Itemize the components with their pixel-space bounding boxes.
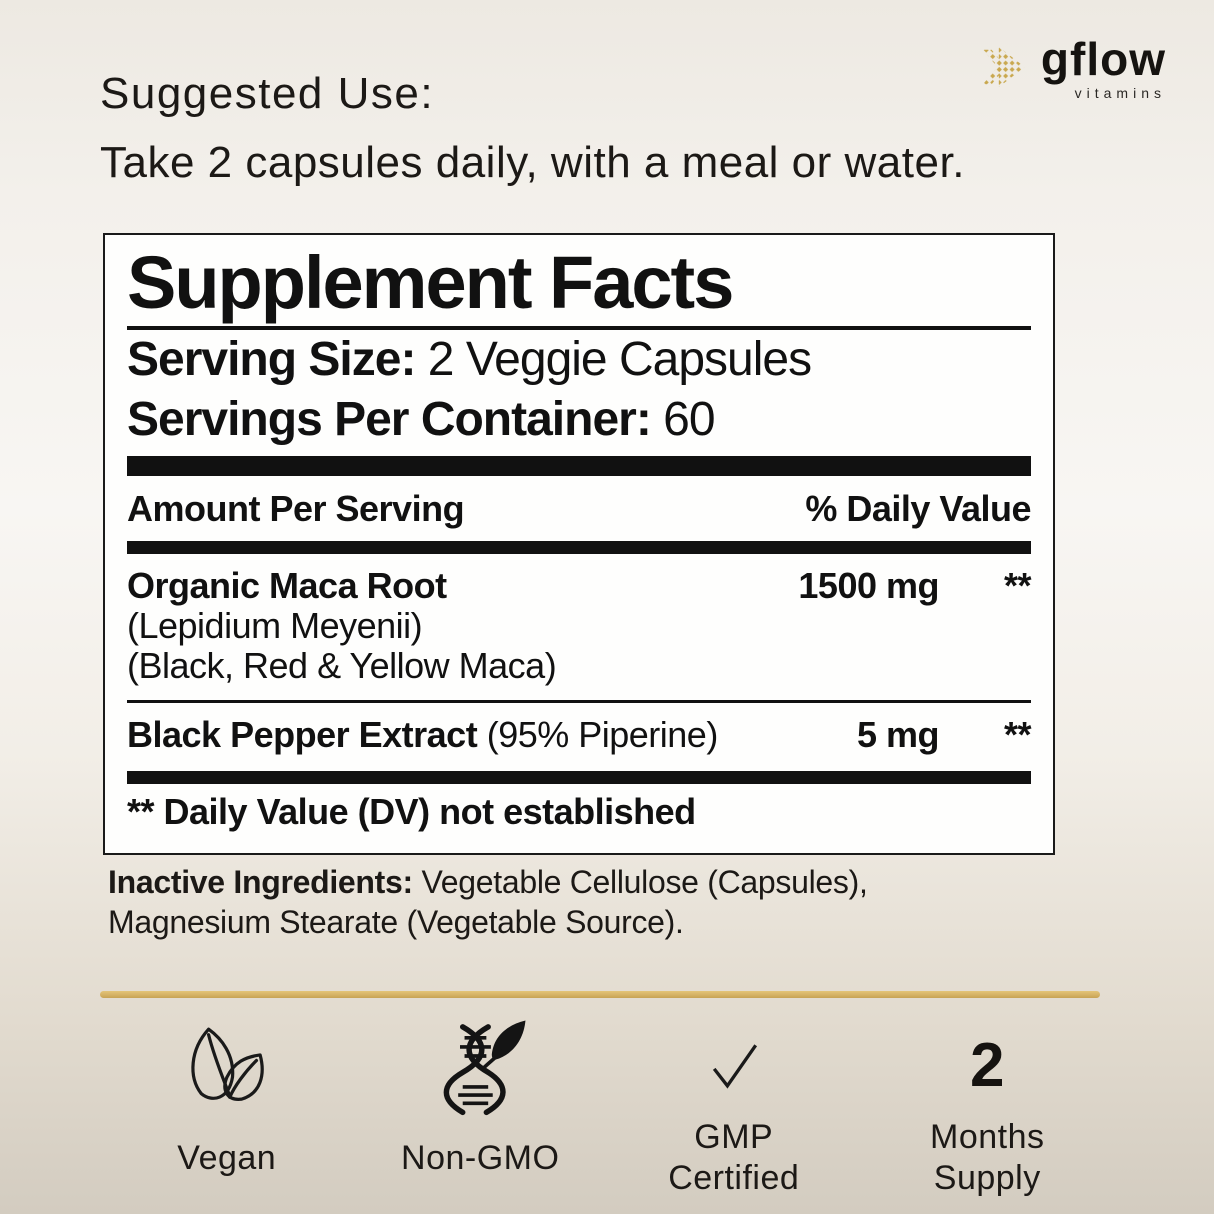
badge-label-line: Certified xyxy=(668,1159,800,1197)
separator-rule-thin xyxy=(127,700,1031,703)
inactive-ingredients xyxy=(108,862,1028,943)
nutrient-note: (95% Piperine) xyxy=(486,713,718,755)
inactive-ingredients-line2: Magnesium Stearate (Vegetable Source). xyxy=(108,904,684,941)
suggested-use-text: Take 2 capsules daily, with a meal or water. xyxy=(100,138,965,188)
serving-size-value: 2 Veggie Capsules xyxy=(427,332,812,386)
badge-non-gmo xyxy=(354,1018,608,1202)
nutrient-daily-value: ** xyxy=(1003,564,1031,606)
amount-per-serving-header: Amount Per Serving xyxy=(127,487,465,529)
nutrient-name: Organic Maca Root xyxy=(127,564,447,606)
badge-vegan xyxy=(100,1018,354,1202)
badge-months-supply xyxy=(861,1018,1115,1202)
brand-name: gflow xyxy=(1040,33,1166,85)
separator-bar-thick xyxy=(127,456,1031,476)
badge-label-line: Months xyxy=(930,1118,1045,1157)
daily-value-footnote: ** Daily Value (DV) not established xyxy=(127,790,696,832)
non-gmo-dna-leaf-icon xyxy=(430,1016,530,1116)
separator-bar-medium xyxy=(127,771,1031,784)
badge-label-line: Vegan xyxy=(177,1138,277,1177)
brand-chevrons-icon xyxy=(983,42,1029,92)
servings-label: Servings Per Container: xyxy=(127,392,651,446)
nutrient-row-black-pepper xyxy=(127,715,1031,755)
gmp-checkmark-icon xyxy=(701,1033,767,1099)
badge-label-line: GMP xyxy=(694,1118,774,1157)
serving-size-line xyxy=(127,330,1031,390)
inactive-ingredients-line1: Vegetable Cellulose (Capsules), xyxy=(421,864,868,900)
suggested-use-section xyxy=(100,70,965,188)
column-headers xyxy=(127,487,1031,529)
supplement-facts-panel xyxy=(103,233,1055,855)
separator-bar-medium xyxy=(127,541,1031,554)
servings-value: 60 xyxy=(663,392,715,446)
nutrient-detail: (Black, Red & Yellow Maca) xyxy=(127,644,557,686)
nutrient-detail: (Lepidium Meyenii) xyxy=(127,604,423,646)
gold-divider xyxy=(100,991,1100,998)
nutrient-amount: 1500 mg xyxy=(798,564,939,606)
months-supply-number: 2 xyxy=(970,1031,1005,1100)
vegan-leaves-icon xyxy=(181,1020,273,1112)
badges-row xyxy=(100,1018,1114,1202)
badge-gmp-certified xyxy=(607,1018,861,1202)
nutrient-row-maca xyxy=(127,566,1031,606)
badge-label-line: Non-GMO xyxy=(401,1138,560,1177)
supplement-facts-title: Supplement Facts xyxy=(127,241,733,324)
nutrient-name: Black Pepper Extract (95% Piperine) xyxy=(127,713,718,755)
badge-label-line: Supply xyxy=(933,1159,1041,1197)
nutrient-daily-value: ** xyxy=(1003,713,1031,755)
brand-tagline: vitamins xyxy=(1074,85,1166,101)
serving-size-label: Serving Size: xyxy=(127,332,416,386)
nutrient-amount: 5 mg xyxy=(856,713,939,755)
brand-logo xyxy=(983,33,1166,101)
suggested-use-heading: Suggested Use: xyxy=(100,69,435,118)
inactive-ingredients-label: Inactive Ingredients: xyxy=(108,864,413,900)
daily-value-header: % Daily Value xyxy=(805,487,1031,529)
servings-per-container-line xyxy=(127,390,1031,450)
